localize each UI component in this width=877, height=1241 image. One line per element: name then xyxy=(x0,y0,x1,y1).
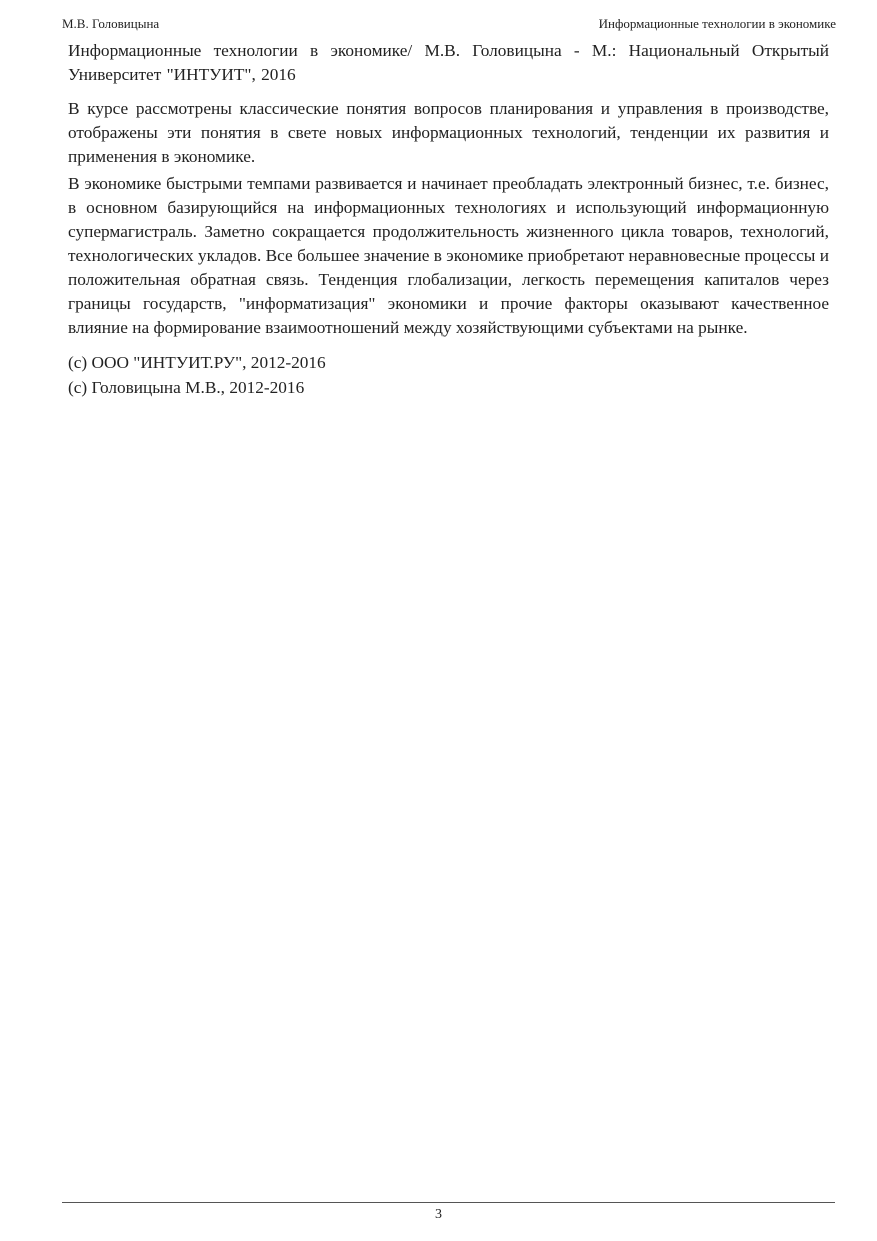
page-header xyxy=(62,15,836,33)
abstract-paragraph-2: В экономике быстрыми темпами развивается и начинает преобладать электронный бизнес, т.е. бизнес, в основном базирующийся на информационных технологиях и использующий информационную супермагистраль. Заметно сокращается продолжительность жизненного цикла товаров, технологий, технологических укладов. Все большее значение в экономике приобретают неравновесные процессы и положительная обратная связь. Тенденция глобализации, легкость перемещения капиталов через границы государств, "информатизация" экономики и прочие факторы оказывают качественное влияние на формирование взаимоотношений между хозяйствующими субъектами на рынке. xyxy=(68,174,829,337)
copyright-block xyxy=(68,350,829,400)
page-number: 3 xyxy=(435,1207,442,1222)
header-book-title: Информационные технологии в экономике xyxy=(598,16,836,31)
bibliographic-citation: Информационные технологии в экономике/ М.В. Головицына - М.: Национальный Открытый Университет "ИНТУИТ", 2016 xyxy=(68,41,829,84)
header-author: М.В. Головицына xyxy=(62,16,160,31)
footer-divider xyxy=(62,1202,835,1203)
abstract xyxy=(68,97,829,340)
copyright-line-author: (c) Головицына М.В., 2012-2016 xyxy=(68,378,305,397)
page-content xyxy=(68,39,829,400)
abstract-paragraph-1: В курсе рассмотрены классические понятия вопросов планирования и управления в производстве, отображены эти понятия в свете новых информационных технологий, тенденции их развития и применения в экономике. xyxy=(68,99,829,166)
copyright-line-publisher: (c) ООО "ИНТУИТ.РУ", 2012-2016 xyxy=(68,353,326,372)
